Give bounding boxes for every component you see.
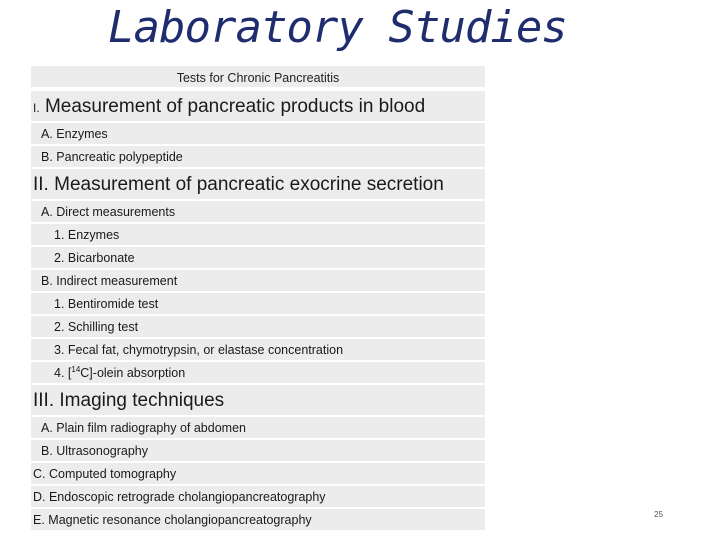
list-item: D. Endoscopic retrograde cholangiopancreatography: [31, 486, 485, 509]
section-heading-2: [31, 169, 485, 201]
list-item: C. Computed tomography: [31, 463, 485, 486]
section-heading-3: [31, 385, 485, 417]
list-item: 3. Fecal fat, chymotrypsin, or elastase concentration: [31, 339, 485, 362]
section-numeral: II.: [33, 174, 49, 195]
olein-prefix: 4. [: [54, 366, 72, 380]
slide-title: Laboratory Studies: [108, 2, 567, 53]
list-item: 2. Bicarbonate: [31, 247, 485, 270]
olein-isotope-superscript: 14: [71, 364, 81, 374]
section-numeral: III.: [33, 390, 55, 411]
section-numeral: I.: [33, 101, 40, 115]
section-heading-text: Measurement of pancreatic exocrine secretion: [54, 174, 444, 195]
section-heading-text: Imaging techniques: [59, 390, 225, 411]
tests-table: [31, 66, 485, 532]
olein-suffix: C]-olein absorption: [80, 366, 186, 380]
list-item-olein: [31, 362, 485, 385]
list-item: B. Ultrasonography: [31, 440, 485, 463]
section-heading-text: Measurement of pancreatic products in blood: [44, 96, 426, 117]
list-item: B. Pancreatic polypeptide: [31, 146, 485, 169]
list-item: 1. Bentiromide test: [31, 293, 485, 316]
table-caption: Tests for Chronic Pancreatitis: [31, 66, 485, 91]
list-item: A. Direct measurements: [31, 201, 485, 224]
list-item: 2. Schilling test: [31, 316, 485, 339]
page-number: 25: [654, 510, 663, 519]
list-item: 1. Enzymes: [31, 224, 485, 247]
list-item: E. Magnetic resonance cholangiopancreatography: [31, 509, 485, 532]
list-item: A. Plain film radiography of abdomen: [31, 417, 485, 440]
list-item: A. Enzymes: [31, 123, 485, 146]
section-heading-1: [31, 91, 485, 123]
list-item: B. Indirect measurement: [31, 270, 485, 293]
